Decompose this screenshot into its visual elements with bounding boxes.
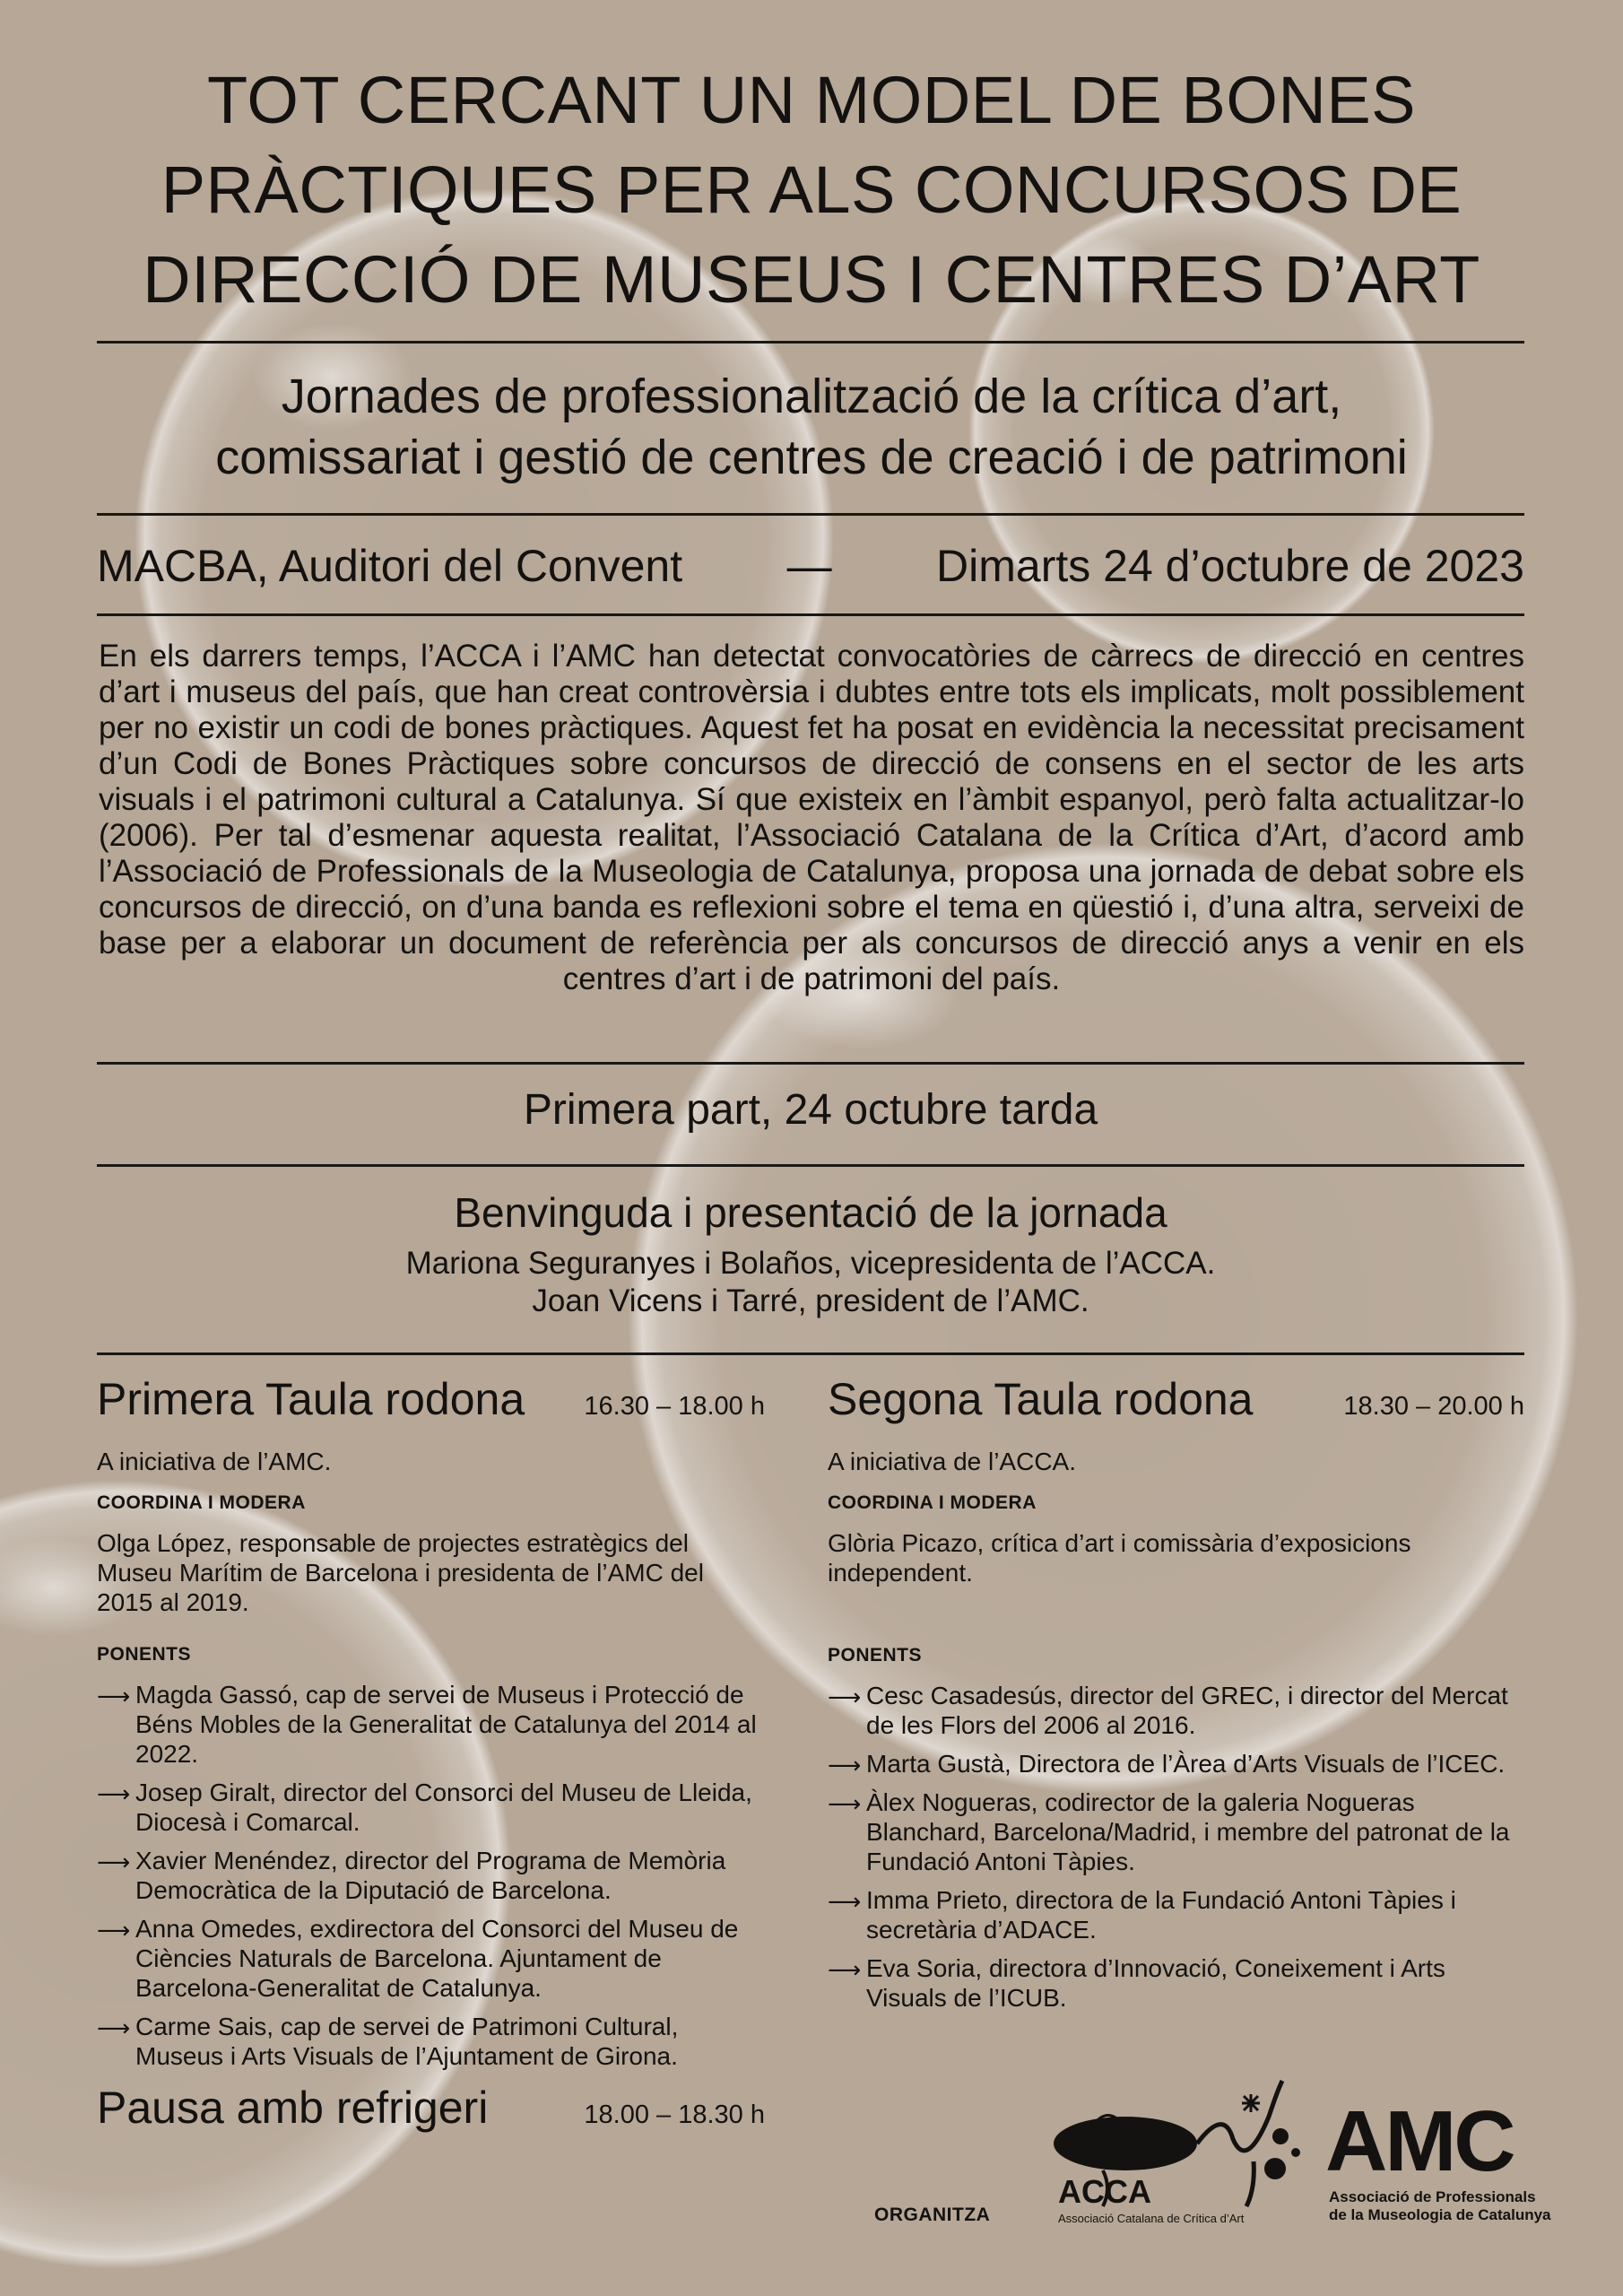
arrow-icon: ⟶ <box>97 1683 131 1709</box>
acca-logo-text: ACCA <box>1058 2173 1151 2210</box>
round-table-2-speakers <box>828 1681 1524 2013</box>
title-line: DIRECCIÓ DE MUSEUS I CENTRES D’ART <box>143 242 1480 317</box>
coordinator-label: COORDINA I MODERA <box>828 1492 1037 1513</box>
round-table-2 <box>828 1372 1524 2022</box>
title-line: TOT CERCANT UN MODEL DE BONES <box>206 63 1417 137</box>
round-table-2-header <box>828 1372 1524 1426</box>
round-table-1-title: Primera Taula rodona <box>97 1374 525 1424</box>
venue-separator: — <box>786 541 832 591</box>
speaker-text: Josep Giralt, director del Consorci del Museu de Lleida, Diocesà i Comarcal. <box>135 1779 752 1836</box>
speaker-text: Carme Sais, cap de servei de Patrimoni Cultural, Museus i Arts Visuals de l’Ajuntament de Girona. <box>135 2013 679 2070</box>
break-line <box>97 2081 765 2135</box>
divider <box>97 513 1524 516</box>
intro-paragraph: En els darrers temps, l’ACCA i l’AMC han detectat convocatòries de càrrecs de direcció en centres d’art i museus del país, que han creat controvèrsia i dubtes entre tots els implicats, molt possiblement per no existir un codi de bones pràctiques. Aquest fet ha posat en evidència la necessitat precisament d’un Codi de Bones Pràctiques sobre concursos de direcció de consens en el sector de les arts visuals i el patrimoni cultural a Catalunya. Sí que existeix en l’àmbit espanyol, però falta actualitzar-lo (2006). Per tal d’esmenar aquesta realitat, l’Associació Catalana de la Crítica d’Art, d’acord amb l’Associació de Professionals de la Museologia de Catalunya, proposa una jornada de debat sobre els concursos de direcció, on d’una banda es reflexioni sobre el tema en qüestió i, d’una altra, serveixi de base per a elaborar un document de referència per als concursos de direcció anys a venir en els centres d’art i de patrimoni del país. <box>99 639 1524 996</box>
speaker-text: Eva Soria, directora d’Innovació, Coneixement i Arts Visuals de l’ICUB. <box>866 1954 1445 2012</box>
speaker-item <box>97 2012 765 2071</box>
speaker-item <box>828 1681 1524 1740</box>
speaker-item <box>97 1846 765 1905</box>
arrow-icon: ⟶ <box>828 1683 862 1710</box>
round-table-2-title: Segona Taula rodona <box>828 1374 1254 1424</box>
divider <box>97 1352 1524 1355</box>
round-table-1-speakers <box>97 1680 765 2071</box>
venue-date-line <box>97 535 1524 597</box>
arrow-icon: ⟶ <box>828 1956 862 1983</box>
arrow-icon: ⟶ <box>97 1917 131 1944</box>
arrow-icon: ⟶ <box>828 1888 862 1915</box>
amc-logo-subtitle <box>1329 2188 1562 2224</box>
welcome-host: Mariona Seguranyes i Bolaños, vicepresidenta de l’ACCA. <box>405 1246 1216 1281</box>
poster-subtitle <box>81 366 1542 488</box>
speaker-text: Magda Gassó, cap de servei de Museus i Protecció de Béns Mobles de la Generalitat de Catalunya del 2014 al 2022. <box>135 1681 757 1768</box>
subtitle-line: Jornades de professionalització de la crítica d’art, <box>281 370 1342 423</box>
speaker-item <box>97 1914 765 2003</box>
speaker-text: Xavier Menéndez, director del Programa de Memòria Democràtica de la Diputació de Barcelona. <box>135 1847 726 1904</box>
round-table-2-initiative: A iniciativa de l’ACCA. <box>828 1448 1077 1475</box>
round-table-1-initiative: A iniciativa de l’AMC. <box>97 1448 332 1475</box>
arrow-icon: ⟶ <box>97 1848 131 1875</box>
poster-title <box>81 56 1542 325</box>
speaker-item <box>828 1953 1524 2013</box>
speaker-text: Cesc Casadesús, director del GREC, i director del Mercat de les Flors del 2006 al 2016. <box>866 1682 1508 1739</box>
divider <box>97 341 1524 344</box>
amc-subtitle-line: de la Museologia de Catalunya <box>1329 2206 1551 2223</box>
divider <box>97 1062 1524 1065</box>
subtitle-line: comissariat i gestió de centres de creació i de patrimoni <box>215 430 1408 484</box>
round-table-1 <box>97 1372 765 2080</box>
venue-place: MACBA, Auditori del Convent <box>97 541 683 591</box>
session-heading: Primera part, 24 octubre tarda <box>523 1086 1098 1134</box>
speaker-item <box>97 1680 765 1769</box>
speaker-item <box>828 1749 1524 1779</box>
speaker-text: Imma Prieto, directora de la Fundació Antoni Tàpies i secretària d’ADACE. <box>866 1886 1456 1944</box>
coordinator-label: COORDINA I MODERA <box>97 1492 306 1513</box>
speaker-item <box>828 1885 1524 1944</box>
speaker-item <box>97 1778 765 1837</box>
speaker-text: Anna Omedes, exdirectora del Consorci del Museu de Ciències Naturals de Barcelona. Ajuntament de Barcelona-Generalitat de Catalunya. <box>135 1915 739 2002</box>
title-line: PRÀCTIQUES PER ALS CONCURSOS DE <box>161 152 1462 227</box>
round-table-2-coordinator: Glòria Picazo, crítica d’art i comissària d’exposicions independent. <box>828 1529 1411 1587</box>
round-table-1-time: 16.30 – 18.00 h <box>584 1392 765 1421</box>
round-table-1-header <box>97 1372 765 1426</box>
acca-logo-subtitle: Associació Catalana de Crítica d’Art <box>1058 2212 1245 2225</box>
arrow-icon: ⟶ <box>97 2014 131 2041</box>
break-label: Pausa amb refrigeri <box>97 2083 489 2133</box>
event-date: Dimarts 24 d’octubre de 2023 <box>936 541 1524 591</box>
speaker-text: Àlex Nogueras, codirector de la galeria Nogueras Blanchard, Barcelona/Madrid, i membre del patronat de la Fundació Antoni Tàpies. <box>866 1788 1510 1875</box>
speakers-label: PONENTS <box>97 1644 192 1665</box>
arrow-icon: ⟶ <box>97 1780 131 1807</box>
amc-subtitle-line: Associació de Professionals <box>1329 2188 1536 2205</box>
speaker-text: Marta Gustà, Directora de l’Àrea d’Arts Visuals de l’ICEC. <box>866 1750 1506 1778</box>
welcome-host: Joan Vicens i Tarré, president de l’AMC. <box>532 1283 1089 1318</box>
organizer-label: ORGANITZA <box>874 2205 991 2225</box>
divider <box>97 613 1524 616</box>
welcome-title: Benvinguda i presentació de la jornada <box>454 1189 1167 1236</box>
amc-logo-text: AMC <box>1325 2093 1514 2189</box>
arrow-icon: ⟶ <box>828 1790 862 1817</box>
break-time: 18.00 – 18.30 h <box>584 2100 765 2129</box>
divider <box>97 1164 1524 1167</box>
round-table-2-time: 18.30 – 20.00 h <box>1343 1392 1524 1421</box>
speaker-item <box>828 1787 1524 1876</box>
welcome-section <box>97 1186 1524 1320</box>
arrow-icon: ⟶ <box>828 1752 862 1779</box>
round-table-1-coordinator: Olga López, responsable de projectes estratègics del Museu Marítim de Barcelona i presidenta de l’AMC del 2015 al 2019. <box>97 1529 704 1616</box>
speakers-label: PONENTS <box>828 1645 923 1665</box>
